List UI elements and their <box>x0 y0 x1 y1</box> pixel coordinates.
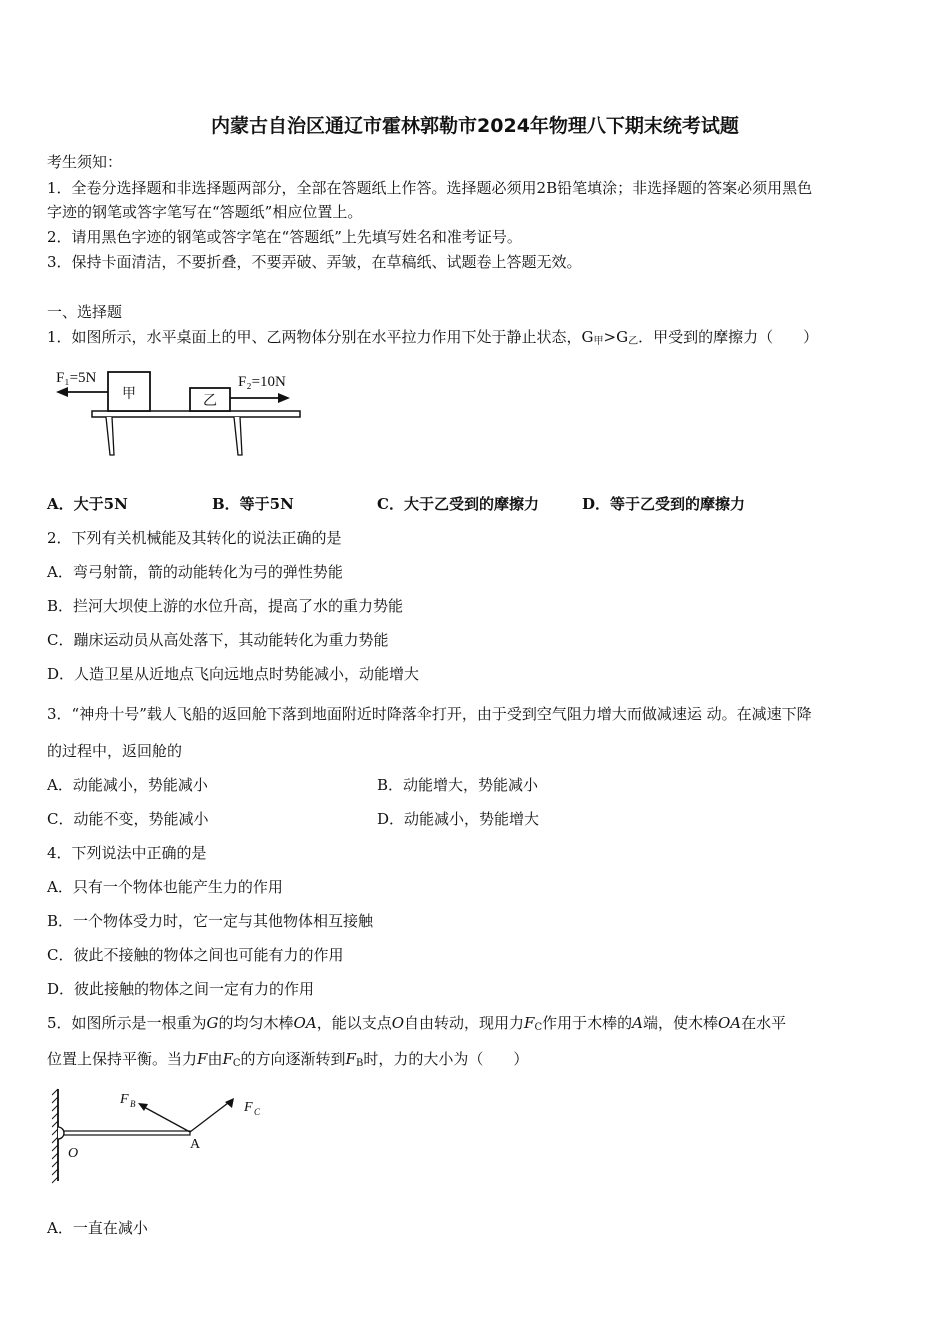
q5-l2-fc-sub: C <box>232 1058 241 1069</box>
q4-option-a: A．只有一个物体也能产生力的作用 <box>47 878 283 896</box>
q5-l1-t9: 作用于木棒的 <box>542 1014 633 1032</box>
q5-l1-t6: 自由转动，现用力 <box>404 1014 525 1032</box>
q5-l1-fc-sub: C <box>534 1022 543 1033</box>
q5-stem-line-1 <box>47 1013 786 1038</box>
fc-arrow-line <box>190 1103 228 1132</box>
table-leg-left <box>106 417 114 455</box>
q1-option-b: B．等于5N <box>212 495 294 513</box>
rod-oa <box>64 1131 190 1135</box>
q3-option-c: C．动能不变，势能减小 <box>47 810 209 828</box>
f1-arrow-head <box>56 387 68 397</box>
q2-option-c: C．蹦床运动员从高处落下，其动能转化为重力势能 <box>47 631 389 649</box>
box-jia-label: 甲 <box>122 387 136 402</box>
q5-l1-a: A <box>632 1014 643 1032</box>
q3-stem-line-1: 3．“神舟十号”载人飞船的返回舱下落到地面附近时降落伞打开，由于受到空气阻力增大而做减速运 动。在减速下降 <box>47 705 812 723</box>
point-a-label: A <box>190 1137 201 1152</box>
q5-l2-t0: 位置上保持平衡。当力 <box>47 1050 198 1068</box>
q3-option-d: D．动能减小，势能增大 <box>377 810 540 828</box>
q4-option-b: B．一个物体受力时，它一定与其他物体相互接触 <box>47 912 374 930</box>
q2-stem: 2．下列有关机械能及其转化的说法正确的是 <box>47 529 342 547</box>
wall-hatching <box>52 1089 58 1183</box>
q5-l1-oa: OA <box>293 1014 317 1032</box>
q5-stem-line-2 <box>47 1049 528 1074</box>
page-title: 内蒙古自治区通辽市霍林郭勒市2024年物理八下期末统考试题 <box>211 115 739 137</box>
q5-l2-f: F <box>197 1050 208 1068</box>
q5-l1-t0: 5．如图所示是一根重为 <box>47 1014 207 1032</box>
q3-option-b: B．动能增大，势能减小 <box>377 776 539 794</box>
q5-l2-t2: 由 <box>207 1050 223 1068</box>
notice-heading: 考生须知： <box>47 153 123 171</box>
notice-line-2: 2．请用黑色字迹的钢笔或答字笔在“答题纸”上先填写姓名和准考证号。 <box>47 228 522 246</box>
q1-option-d: D．等于乙受到的摩擦力 <box>582 495 746 513</box>
q5-l1-t2: 的均匀木棒 <box>218 1014 294 1032</box>
section-heading: 一、选择题 <box>47 303 123 321</box>
q5-l2-t5: 的方向逐渐转到 <box>240 1050 346 1068</box>
q3-stem-line-2: 的过程中，返回舱的 <box>47 742 183 760</box>
q1-stem-part-b: ．甲受到的摩擦力（ ） <box>638 328 819 346</box>
q5-l2-t8: 时，力的大小为（ ） <box>363 1050 529 1068</box>
q3-option-a: A．动能减小，势能减小 <box>47 776 208 794</box>
q1-sub-jia: 甲 <box>593 336 604 347</box>
q4-option-c: C．彼此不接触的物体之间也可能有力的作用 <box>47 946 344 964</box>
q5-l1-t11: 端，使木棒 <box>642 1014 718 1032</box>
q5-l1-oa2: OA <box>717 1014 742 1032</box>
f2-label: F₂=10N <box>238 374 286 390</box>
fc-arrow-head <box>225 1098 234 1108</box>
fb-arrow-line <box>144 1107 190 1132</box>
notice-line-3: 3．保持卡面清洁，不要折叠，不要弄破、弄皱，在草稿纸、试题卷上答题无效。 <box>47 253 582 271</box>
q4-option-d: D．彼此接触的物体之间一定有力的作用 <box>47 980 315 998</box>
q5-l1-o: O <box>391 1014 405 1032</box>
q1-sub-yi: 乙 <box>628 336 639 347</box>
q5-l1-t13: 在水平 <box>741 1014 787 1032</box>
fb-label: F <box>120 1092 129 1107</box>
q5-l2-fb-sub: B <box>355 1058 364 1069</box>
fc-label-sub: C <box>254 1107 261 1117</box>
table-leg-right <box>234 417 242 455</box>
box-yi-label: 乙 <box>203 394 217 409</box>
pivot <box>58 1127 64 1139</box>
q2-option-a: A．弯弓射箭，箭的动能转化为弓的弹性势能 <box>47 563 343 581</box>
q5-l1-t4: ，能以支点 <box>316 1014 392 1032</box>
q1-stem-part-a: 1．如图所示，水平桌面上的甲、乙两物体分别在水平拉力作用下处于静止状态，G <box>47 328 594 346</box>
q5-l1-f: F <box>524 1014 535 1032</box>
notice-line-1b: 字迹的钢笔或答字笔写在“答题纸”相应位置上。 <box>47 203 363 221</box>
q5-l1-g: G <box>206 1014 219 1032</box>
q1-option-a: A．大于5N <box>47 495 128 513</box>
fb-arrow-head <box>138 1103 148 1111</box>
q5-l2-fb: F <box>345 1050 356 1068</box>
fb-label-sub: B <box>130 1099 136 1109</box>
q2-option-d: D．人造卫星从近地点飞向远地点时势能减小，动能增大 <box>47 665 420 683</box>
q4-stem: 4．下列说法中正确的是 <box>47 844 207 862</box>
fc-label: F <box>244 1100 253 1115</box>
q1-stem <box>47 327 818 352</box>
notice-line-1a: 1．全卷分选择题和非选择题两部分，全部在答题纸上作答。选择题必须用2B铅笔填涂；非选择题的答案必须用黑色 <box>47 179 813 197</box>
q1-stem-mid: >G <box>603 328 629 346</box>
f1-label: F₁=5N <box>56 370 97 386</box>
q1-option-c: C．大于乙受到的摩擦力 <box>377 495 539 513</box>
q1-figure <box>50 360 310 460</box>
q5-figure <box>48 1085 278 1185</box>
point-o-label: O <box>68 1146 79 1161</box>
q2-option-b: B．拦河大坝使上游的水位升高，提高了水的重力势能 <box>47 597 404 615</box>
q5-option-a: A．一直在减小 <box>47 1219 148 1237</box>
f2-arrow-head <box>278 393 290 403</box>
q5-l2-fc: F <box>222 1050 233 1068</box>
